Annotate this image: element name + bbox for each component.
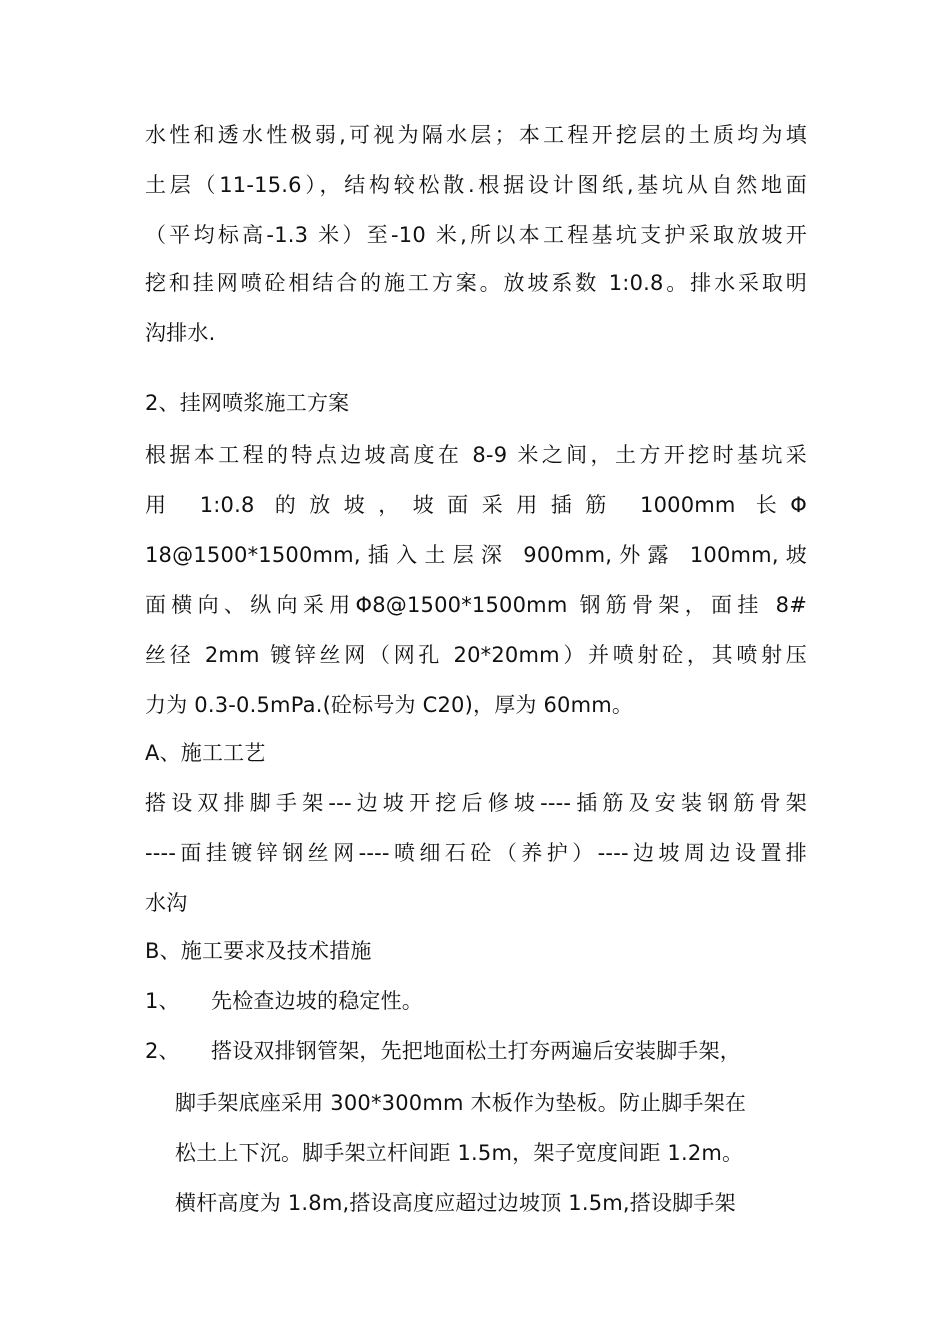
list-item-2-line-4: 横杆高度为 1.8m,搭设高度应超过边坡顶 1.5m,搭设脚手架 bbox=[175, 1191, 736, 1215]
section-2-heading: 2、挂网喷浆施工方案 bbox=[145, 391, 350, 415]
paragraph-2-line-1: 根据本工程的特点边坡高度在 8-9 米之间，土方开挖时基坑采 bbox=[145, 443, 807, 467]
process-line-1: 搭设双排脚手架---边坡开挖后修坡----插筋及安装钢筋骨架 bbox=[145, 791, 807, 815]
list-item-1-number: 1、 bbox=[145, 989, 180, 1013]
paragraph-1-line-5: 沟排水. bbox=[145, 321, 216, 345]
paragraph-2-line-6: 力为 0.3-0.5mPa.(砼标号为 C20)，厚为 60mm。 bbox=[145, 693, 634, 717]
paragraph-1-line-3: （平均标高-1.3 米）至-10 米,所以本工程基坑支护采取放坡开 bbox=[145, 223, 807, 247]
paragraph-2-line-3: 18@1500*1500mm,插入土层深 900mm,外露 100mm,坡 bbox=[145, 543, 807, 567]
list-item-2-line-2: 脚手架底座采用 300*300mm 木板作为垫板。防止脚手架在 bbox=[175, 1091, 747, 1115]
list-item-1-text: 先检查边坡的稳定性。 bbox=[211, 989, 423, 1013]
process-line-3: 水沟 bbox=[145, 891, 188, 915]
list-item-2-number: 2、 bbox=[145, 1039, 180, 1063]
process-line-2: ----面挂镀锌钢丝网----喷细石砼（养护）----边坡周边设置排 bbox=[145, 841, 807, 865]
paragraph-1-line-4: 挖和挂网喷砼相结合的施工方案。放坡系数 1:0.8。排水采取明 bbox=[145, 271, 807, 295]
heading-a: A、施工工艺 bbox=[145, 741, 266, 765]
heading-b: B、施工要求及技术措施 bbox=[145, 939, 372, 963]
paragraph-2-line-2: 用 1:0.8 的放坡，坡面采用插筋 1000mm 长Φ bbox=[145, 493, 807, 517]
list-item-1 bbox=[145, 986, 423, 1016]
list-item-2 bbox=[145, 1036, 741, 1066]
paragraph-2-line-5: 丝径 2mm 镀锌丝网（网孔 20*20mm）并喷射砼，其喷射压 bbox=[145, 643, 807, 667]
paragraph-2-line-4: 面横向、纵向采用Φ8@1500*1500mm 钢筋骨架，面挂 8# bbox=[145, 593, 807, 617]
paragraph-1-line-2: 土层（11-15.6），结构较松散.根据设计图纸,基坑从自然地面 bbox=[145, 173, 807, 197]
list-item-2-line-1: 搭设双排钢管架，先把地面松土打夯两遍后安装脚手架， bbox=[211, 1039, 741, 1063]
list-item-2-line-3: 松土上下沉。脚手架立杆间距 1.5m，架子宽度间距 1.2m。 bbox=[175, 1141, 744, 1165]
paragraph-1-line-1: 水性和透水性极弱,可视为隔水层；本工程开挖层的土质均为填 bbox=[145, 123, 807, 147]
